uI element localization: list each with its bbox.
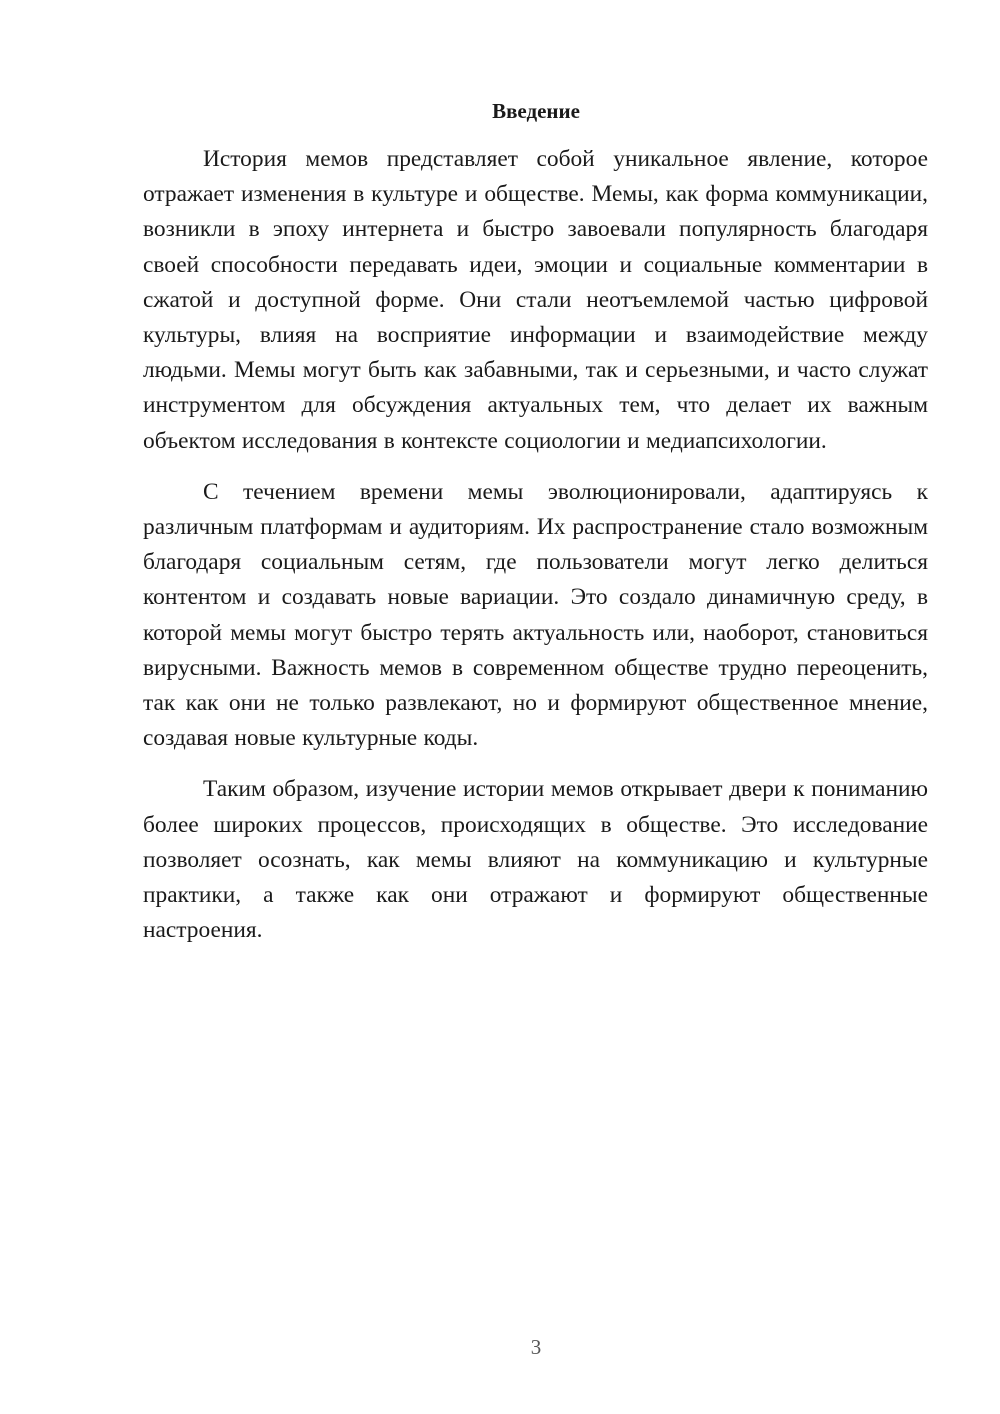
body-text <box>143 142 928 964</box>
paragraph-3: Таким образом, изучение истории мемов открывает двери к пониманию более широких процессов, происходящих в обществе. Это исследование позволяет осознать, как мемы влияют на коммуникацию и культурные практики, а также как они отражают и формируют общественные настроения. <box>143 776 928 944</box>
paragraph-1: История мемов представляет собой уникальное явление, которое отражает изменения в культуре и обществе. Мемы, как форма коммуникации, возникли в эпоху интернета и быстро завоевали популярность благодаря своей способности передавать идеи, эмоции и социальные комментарии в сжатой и доступной форме. Они стали неотъемлемой частью цифровой культуры, влияя на восприятие информации и взаимодействие между людьми. Мемы могут быть как забавными, так и серьезными, и часто служат инструментом для обсуждения актуальных тем, что делает их важным объектом исследования в контексте социологии и медиапсихологии. <box>143 146 928 454</box>
page-number: 3 <box>530 1335 542 1359</box>
page-title: Введение <box>492 99 580 123</box>
paragraph-2: С течением времени мемы эволюционировали, адаптируясь к различным платформам и аудиториям. Их распространение стало возможным благодаря социальным сетям, где пользователи могут легко делиться контентом и создавать новые вариации. Это создало динамичную среду, в которой мемы могут быстро терять актуальность или, наоборот, становиться вирусными. Важность мемов в современном обществе трудно переоценить, так как они не только развлекают, но и формируют общественное мнение, создавая новые культурные коды. <box>143 478 928 752</box>
